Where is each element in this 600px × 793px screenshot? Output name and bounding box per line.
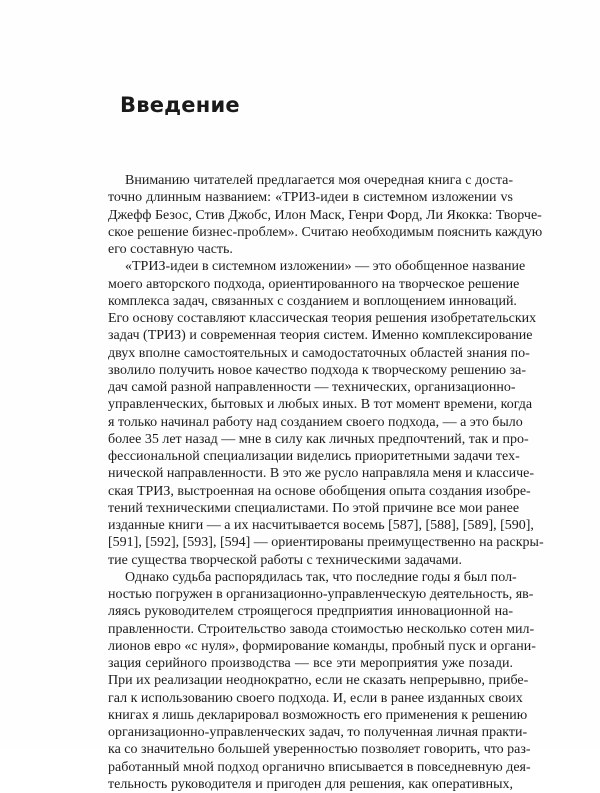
- text-line: ка со значительно большей уверенностью позволяет говорить, что раз-: [108, 742, 531, 758]
- text-line: ское решение бизнес-проблем». Считаю необходимым пояснить каждую: [108, 224, 543, 240]
- paragraph: [108, 258, 544, 569]
- text-line: комплекса задач, связанных с созданием и воплощением инноваций.: [108, 293, 517, 309]
- text-line: зация серийного производства — все эти мероприятия уже позади.: [108, 656, 513, 671]
- text-line: дач самой разной направленности — технических, организационно-: [108, 380, 516, 395]
- text-line: организационно-управленческих задач, то полученная личная практи-: [108, 725, 528, 740]
- text-line: ская ТРИЗ, выстроенная на основе обобщения опыта создания изобре-: [108, 483, 531, 499]
- text-line: «ТРИЗ-идеи в системном изложении» — это обобщенное название: [125, 259, 526, 275]
- text-line: тельность руководителя и пригоден для решения, как оперативных,: [108, 776, 513, 792]
- text-line: [591], [592], [593], [594] — ориентированы преимущественно на раскры-: [108, 535, 544, 551]
- text-line: двух вполне самостоятельных и самодостаточных областей знания по-: [108, 345, 530, 361]
- text-line: изданные книги — а их насчитывается восемь [587], [588], [589], [590],: [108, 518, 534, 533]
- text-line: книгах я лишь декларировал возможность его применения к решению: [108, 707, 528, 723]
- text-line: лионов евро «с нуля», формирование команды, пробный пуск и органи-: [108, 638, 536, 654]
- text-line: тие существа творческой работы с техническими задачами.: [108, 552, 462, 568]
- text-line: Вниманию читателей предлагается моя очередная книга с доста-: [125, 173, 513, 188]
- paragraph: [108, 172, 543, 258]
- text-line: точно длинным названием: «ТРИЗ-идеи в системном изложении vs: [108, 190, 513, 206]
- text-line: нической направленности. В это же русло направляла меня и классиче-: [108, 466, 535, 482]
- text-line: управленческих, бытовых и любых иных. В тот момент времени, когда: [108, 397, 533, 413]
- text-line: Джефф Безос, Стив Джобс, Илон Маск, Генри Форд, Ли Якокка: Творче-: [108, 207, 542, 223]
- text-line: его составную часть.: [108, 242, 233, 257]
- text-line: Однако судьба распорядилась так, что последние годы я был пол-: [125, 569, 517, 585]
- text-line: более 35 лет назад — мне в силу как личных предпочтений, так и про-: [108, 431, 529, 447]
- text-line: При их реализации неоднократно, если не сказать непрерывно, прибе-: [108, 673, 529, 689]
- text-line: задач (ТРИЗ) и современная теория систем. Именно комплексирование: [108, 328, 533, 344]
- text-line: работанный мной подход органично вписывается в повседневную дея-: [108, 759, 531, 775]
- text-line: тений техническими специалистами. По этой причине все мои ранее: [108, 500, 520, 516]
- paragraph: [108, 569, 536, 793]
- text-line: Его основу составляют классическая теория решения изобретательских: [108, 311, 537, 326]
- text-line: гал к использованию своего подхода. И, если в ранее изданных своих: [108, 690, 523, 706]
- text-line: правленности. Строительство завода стоимостью несколько сотен мил-: [108, 621, 535, 637]
- text-line: ляясь руководителем строящегося предприятия инновационной на-: [108, 604, 513, 620]
- text-line: зволило получить новое качество подхода к творческому решению за-: [108, 362, 526, 378]
- chapter-title: Введение: [120, 93, 240, 117]
- text-line: я только начинал работу над созданием своего подхода, — а это было: [108, 414, 523, 430]
- body-text: [108, 172, 544, 793]
- text-line: моего авторского подхода, ориентированного на творческое решение: [108, 276, 520, 292]
- text-line: ностью погружен в организационно-управленческую деятельность, яв-: [108, 587, 534, 602]
- text-line: фессиональной специализации виделись приоритетными задачи тех-: [108, 449, 520, 464]
